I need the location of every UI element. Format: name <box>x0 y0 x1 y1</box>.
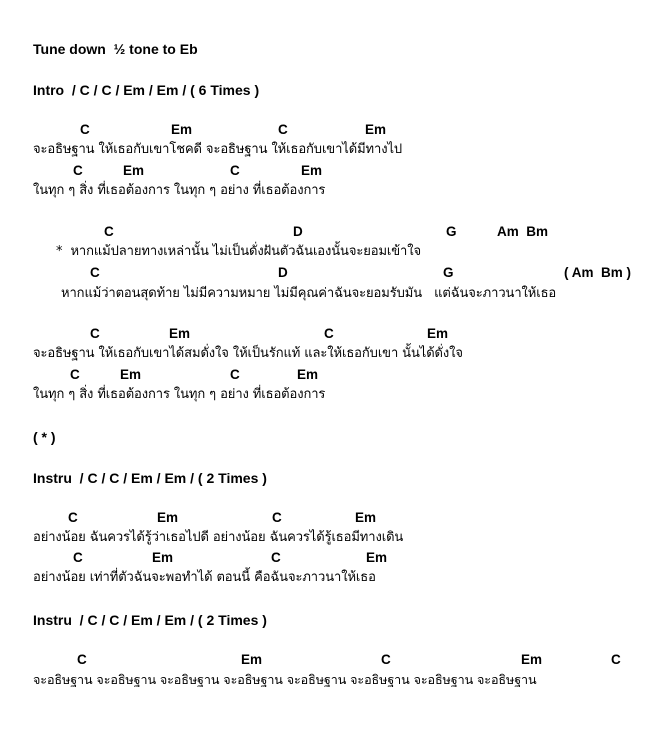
instru-line: Instru / C / C / Em / Em / ( 2 Times ) <box>33 470 267 486</box>
chord: C <box>90 326 100 341</box>
chord: D <box>278 265 288 280</box>
lyric-line: ในทุก ๆ สิ่ง ที่เธอต้องการ ในทุก ๆ อย่าง ที่เธอต้องการ <box>33 183 326 198</box>
chord: Em <box>171 122 193 137</box>
chord: Em <box>241 652 263 667</box>
lyric-line: จะอธิษฐาน ให้เธอกับเขาได้สมดั่งใจ ให้เป็นรักแท้ และให้เธอกับเขา นั้นได้ดั่งใจ <box>33 346 463 361</box>
intro-line: Intro / C / C / Em / Em / ( 6 Times ) <box>33 82 260 98</box>
chord: C <box>272 510 282 525</box>
chord: C <box>381 652 391 667</box>
chord: C <box>271 550 281 565</box>
chord: C <box>90 265 100 280</box>
chord: Em <box>521 652 543 667</box>
chord: Em <box>157 510 179 525</box>
chord: Em <box>152 550 174 565</box>
chord: G <box>443 265 454 280</box>
chord: C <box>611 652 621 667</box>
chord: Em <box>427 326 449 341</box>
lyric-line: อย่างน้อย ฉันควรได้รู้ว่าเธอไปดี อย่างน้อย ฉันควรได้รู้เธอมีทางเดิน <box>33 530 404 545</box>
chord: C <box>80 122 90 137</box>
chord: Em <box>297 367 319 382</box>
chord: G <box>446 224 457 239</box>
chord: C <box>278 122 288 137</box>
lyric-line: * หากแม้ปลายทางเหล่านั้น ไม่เป็นดั่งฝันตัวฉันเองนั้นจะยอมเข้าใจ <box>56 244 422 259</box>
chord: C <box>324 326 334 341</box>
chord: ( Am Bm ) <box>564 265 631 280</box>
chord: C <box>77 652 87 667</box>
chord: Em <box>366 550 388 565</box>
repeat-marker: ( * ) <box>33 429 56 445</box>
lyric-line: จะอธิษฐาน จะอธิษฐาน จะอธิษฐาน จะอธิษฐาน จะอธิษฐาน จะอธิษฐาน จะอธิษฐาน จะอธิษฐาน <box>33 672 537 687</box>
chord: C <box>104 224 114 239</box>
lyric-line: หากแม้ว่าตอนสุดท้าย ไม่มีความหมาย ไม่มีคุณค่าฉันจะยอมรับมัน แต่ฉันจะภาวนาให้เธอ <box>61 286 557 301</box>
chord: C <box>230 367 240 382</box>
chord: Am Bm <box>497 224 549 239</box>
tuning-note: Tune down ½ tone to Eb <box>33 41 198 57</box>
chord: C <box>68 510 78 525</box>
instru-line: Instru / C / C / Em / Em / ( 2 Times ) <box>33 612 267 628</box>
chord: C <box>70 367 80 382</box>
chord: D <box>293 224 303 239</box>
chord: Em <box>169 326 191 341</box>
chord: Em <box>365 122 387 137</box>
lyric-line: จะอธิษฐาน ให้เธอกับเขาโชคดี จะอธิษฐาน ให้เธอกับเขาได้มีทางไป <box>33 142 403 157</box>
chord: C <box>73 163 83 178</box>
lyric-line: ในทุก ๆ สิ่ง ที่เธอต้องการ ในทุก ๆ อย่าง ที่เธอต้องการ <box>33 387 326 402</box>
chord: Em <box>301 163 323 178</box>
chord: Em <box>120 367 142 382</box>
chord: Em <box>355 510 377 525</box>
chord: C <box>73 550 83 565</box>
chord: C <box>230 163 240 178</box>
chord: Em <box>123 163 145 178</box>
lyric-line: อย่างน้อย เท่าที่ตัวฉันจะพอทำได้ ตอนนี้ คือฉันจะภาวนาให้เธอ <box>33 570 376 585</box>
